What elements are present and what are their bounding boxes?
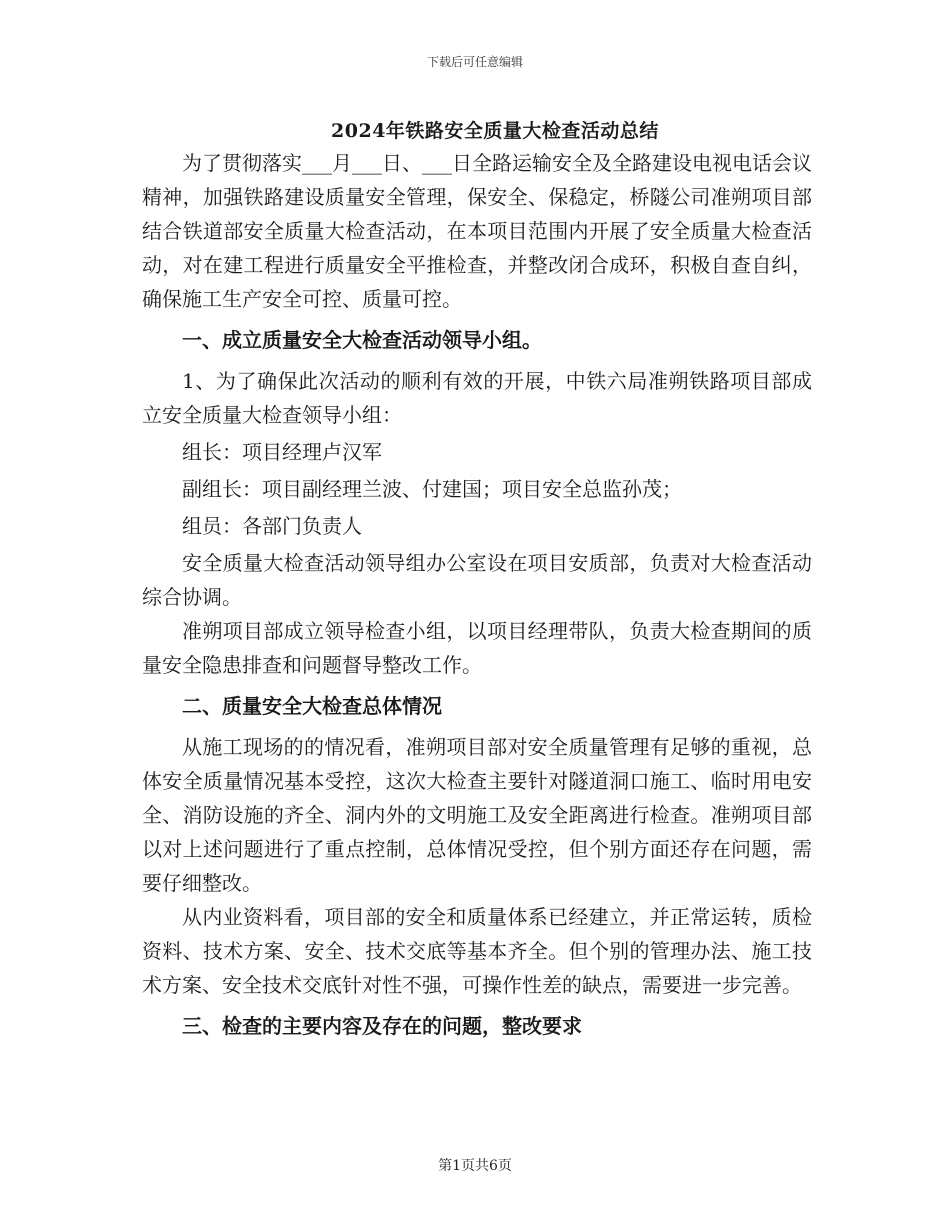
paragraph-members: 组员：各部门负责人	[182, 514, 362, 538]
paragraph-office: 安全质量大检查活动领导组办公室设在项目安质部，负责对大检查活动综合协调。	[142, 551, 812, 609]
paragraph-deputy-leaders: 副组长：项目副经理兰波、付建国；项目安全总监孙茂；	[182, 477, 682, 501]
section-heading-1: 一、成立质量安全大检查活动领导小组。	[182, 328, 542, 352]
section-heading-3: 三、检查的主要内容及存在的问题，整改要求	[182, 1014, 582, 1038]
paragraph-site-situation: 从施工现场的的情况看，准朔项目部对安全质量管理有足够的重视，总体安全质量情况基本受控，这次大检查主要针对隧道洞口施工、临时用电安全、消防设施的齐全、洞内外的文明施工及安全距离进行检查。准朔项目部以对上述问题进行了重点控制，总体情况受控，但个别方面还存在问题，需要仔细整改。	[142, 735, 812, 895]
paragraph-leader: 组长：项目经理卢汉军	[182, 440, 382, 464]
header-note: 下载后可任意编辑	[426, 55, 523, 69]
section-heading-2: 二、质量安全大检查总体情况	[182, 694, 442, 718]
paragraph-intro: 为了贯彻落实___月___日、___日全路运输安全及全路建设电视电话会议精神，加强铁路建设质量安全管理，保安全、保稳定，桥隧公司准朔项目部结合铁道部安全质量大检查活动，在本项目范围内开展了安全质量大检查活动，对在建工程进行质量安全平推检查，并整改闭合成环，积极自查自纠，确保施工生产安全可控、质量可控。	[142, 151, 812, 311]
paragraph-inspection-team: 准朔项目部成立领导检查小组，以项目经理带队，负责大检查期间的质量安全隐患排查和问题督导整改工作。	[142, 619, 812, 677]
paragraph-group-setup: 1、为了确保此次活动的顺利有效的开展，中铁六局准朔铁路项目部成立安全质量大检查领导小组：	[142, 369, 812, 427]
page-number: 第1页共6页	[438, 1158, 512, 1174]
paragraph-internal-documents: 从内业资料看，项目部的安全和质量体系已经建立，并正常运转，质检资料、技术方案、安全、技术交底等基本齐全。但个别的管理办法、施工技术方案、安全技术交底针对性不强，可操作性差的缺点，需要进一步完善。	[142, 905, 812, 997]
document-title: 2024年铁路安全质量大检查活动总结	[331, 120, 659, 142]
document-body	[142, 146, 812, 1050]
